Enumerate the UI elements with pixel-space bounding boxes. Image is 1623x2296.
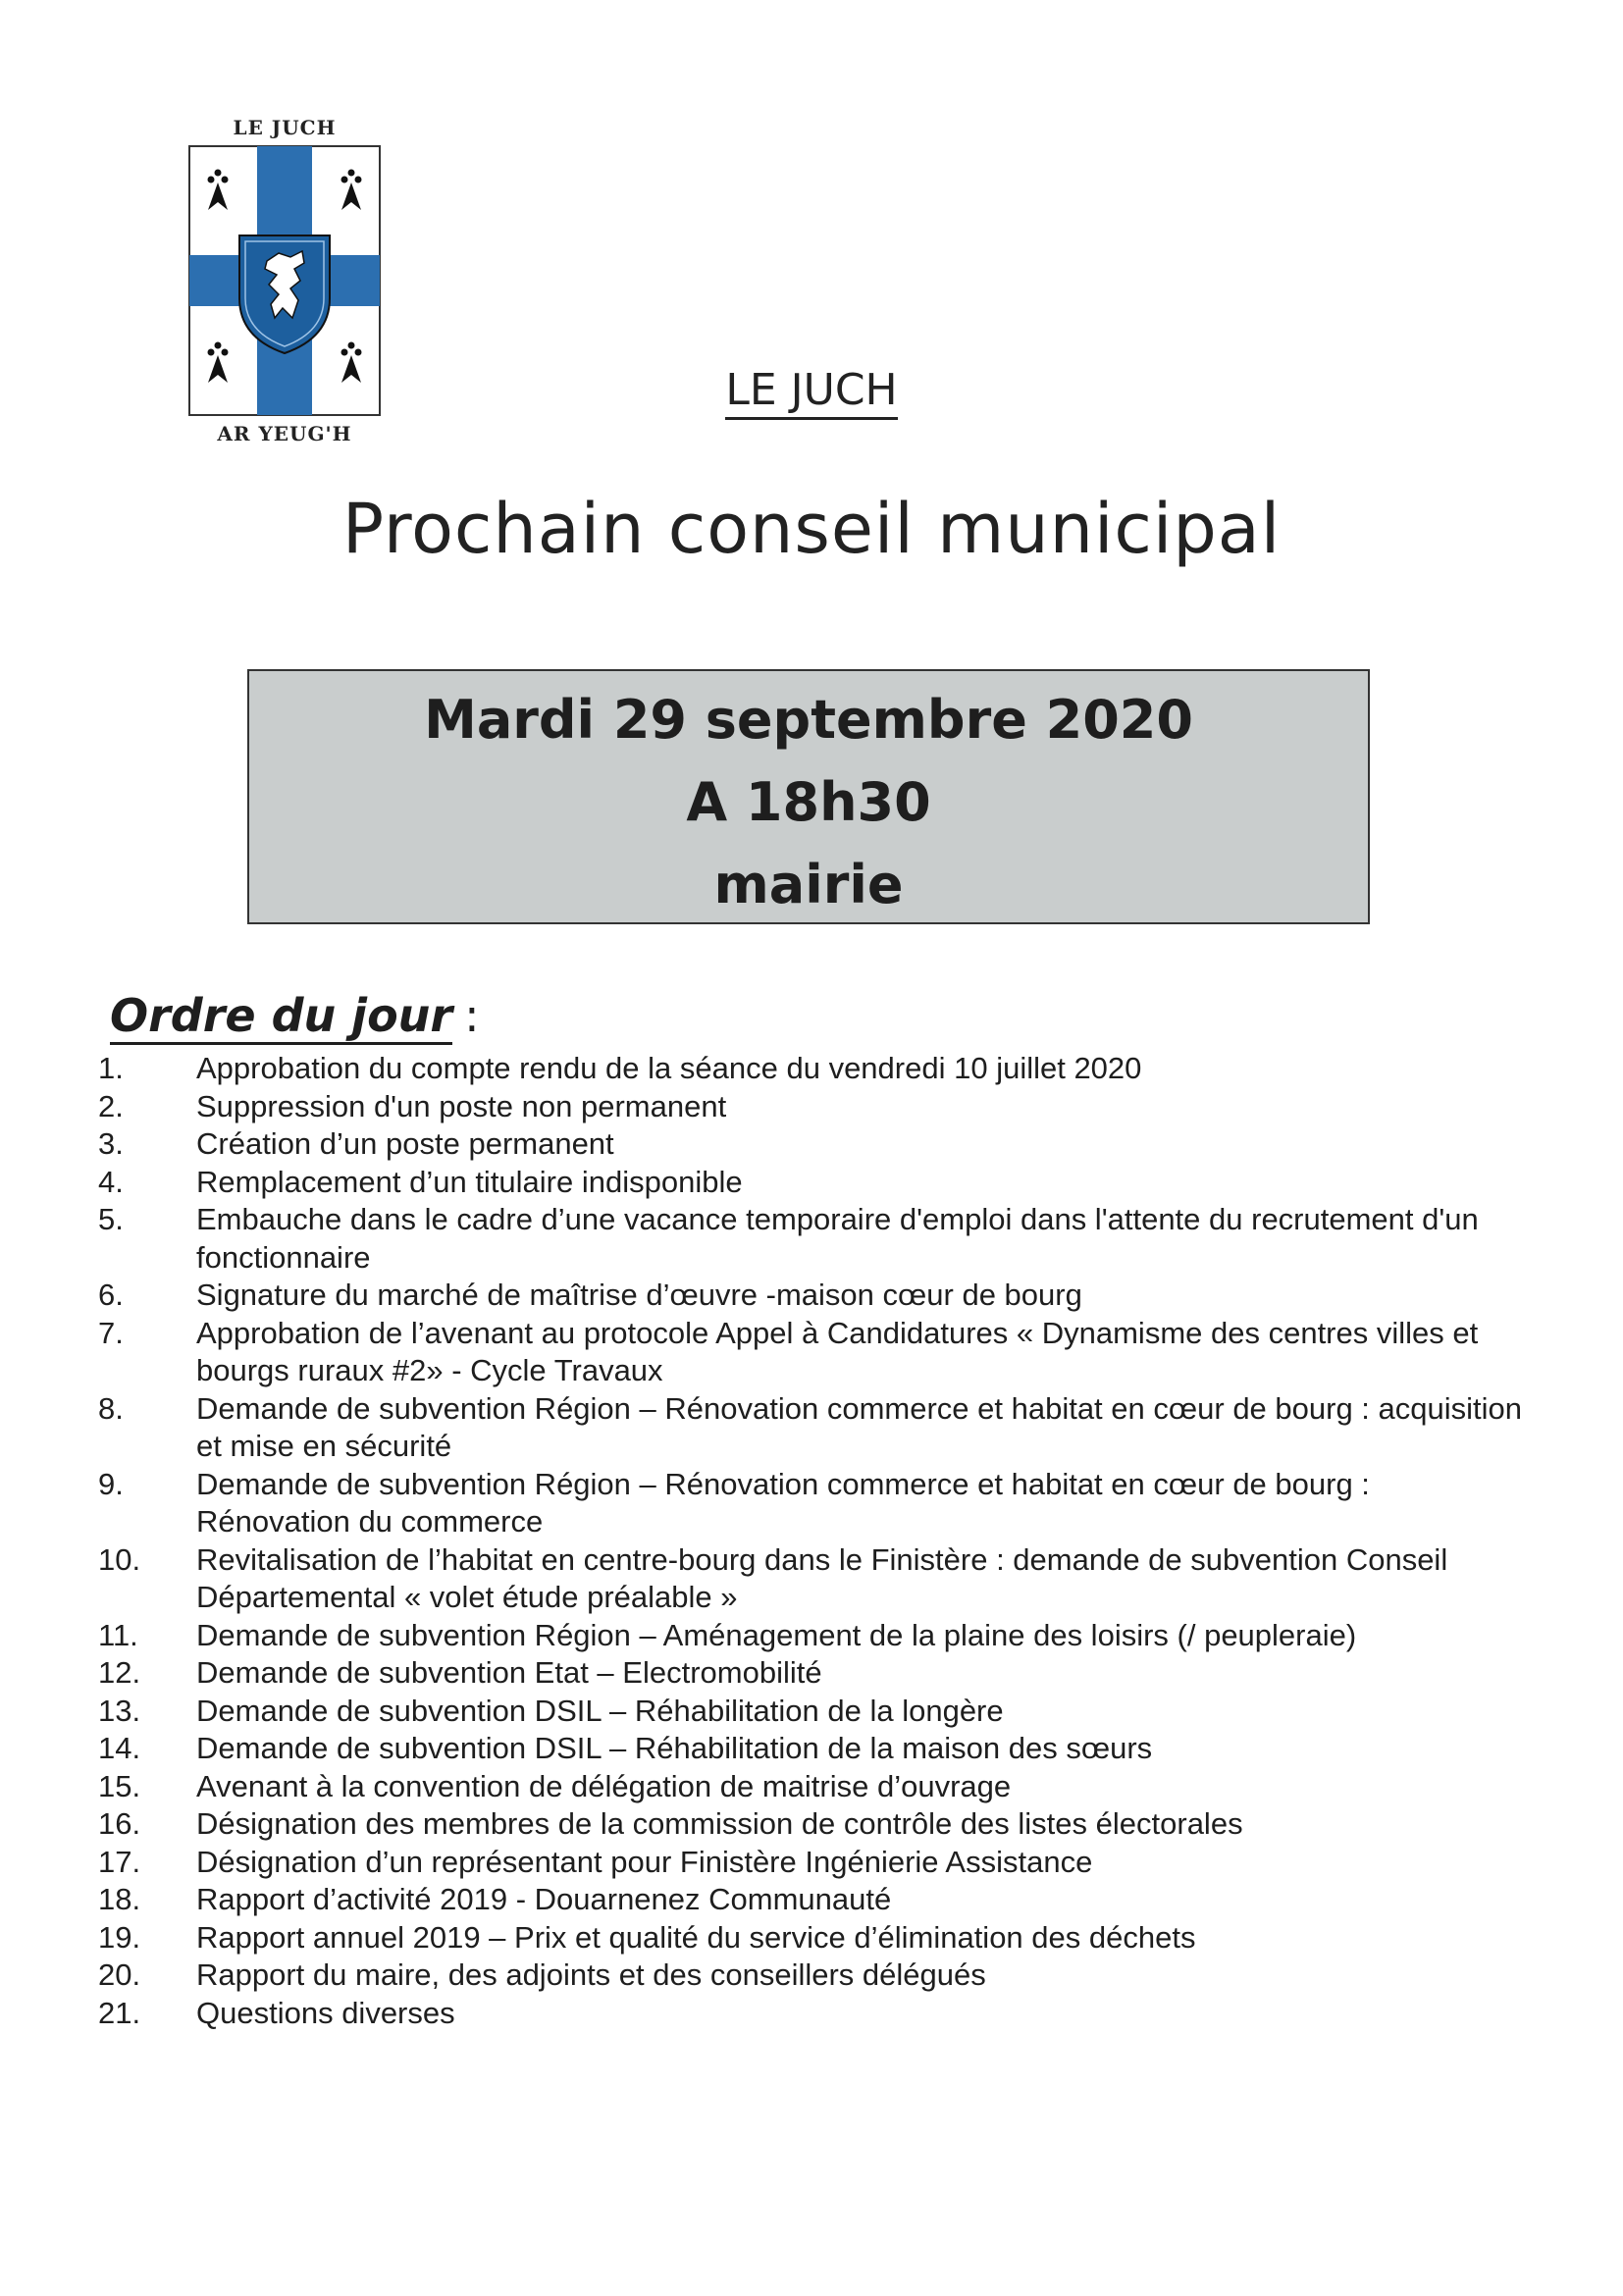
agenda-heading-text: Ordre du jour [110,989,452,1045]
list-item [98,1768,1531,1806]
agenda-heading [110,989,480,1042]
item-number: 8. [98,1390,124,1426]
item-text: Demande de subvention DSIL – Réhabilitation de la longère [196,1693,1004,1728]
agenda-list [98,1050,1531,2032]
item-number: 9. [98,1466,124,1501]
item-text: Embauche dans le cadre d’une vacance temporaire d'emploi dans l'attente du recrutement d'un fonctionnaire [196,1202,1479,1275]
item-text: Demande de subvention Etat – Electromobilité [196,1655,822,1690]
item-number: 4. [98,1164,124,1199]
item-text: Approbation du compte rendu de la séance du vendredi 10 juillet 2020 [196,1051,1142,1085]
item-number: 18. [98,1882,141,1916]
item-number: 2. [98,1088,124,1123]
list-item [98,1315,1531,1390]
item-text: Désignation d’un représentant pour Finistère Ingénierie Assistance [196,1844,1093,1879]
item-number: 13. [98,1693,141,1728]
item-text: Création d’un poste permanent [196,1126,614,1161]
item-text: Rapport annuel 2019 – Prix et qualité du service d’élimination des déchets [196,1919,1196,1955]
list-item [98,1390,1531,1466]
list-item [98,1466,1531,1541]
logo-top-text: LE JUCH [233,116,337,139]
item-text: Approbation de l’avenant au protocole Appel à Candidatures « Dynamisme des centres villes et bourgs ruraux #2» - Cycle Travaux [196,1315,1479,1387]
item-number: 7. [98,1315,124,1350]
town-name-text: LE JUCH [725,365,897,420]
item-text: Rapport du maire, des adjoints et des conseillers délégués [196,1957,986,1992]
list-item [98,1541,1531,1617]
item-number: 11. [98,1617,138,1652]
list-item [98,1654,1531,1693]
meeting-time: A 18h30 [686,771,931,833]
agenda-heading-colon: : [464,989,480,1042]
item-text: Revitalisation de l’habitat en centre-bourg dans le Finistère : demande de subvention Conseil Départemental « volet étude préalable » [196,1541,1448,1614]
item-number: 6. [98,1278,124,1312]
item-number: 12. [98,1655,141,1690]
list-item [98,1617,1531,1655]
page-title: Prochain conseil municipal [341,489,1282,569]
list-item [98,1844,1531,1882]
item-text: Demande de subvention Région – Rénovation commerce et habitat en cœur de bourg : acquisition et mise en sécurité [196,1390,1523,1463]
list-item [98,1088,1531,1126]
item-text: Demande de subvention Région – Rénovation commerce et habitat en cœur de bourg : Rénovation du commerce [196,1466,1370,1539]
item-number: 16. [98,1806,141,1841]
list-item [98,1995,1531,2033]
item-text: Suppression d'un poste non permanent [196,1088,727,1123]
list-item [98,1881,1531,1919]
list-item [98,1919,1531,1957]
item-text: Demande de subvention DSIL – Réhabilitation de la maison des sœurs [196,1731,1153,1765]
item-number: 14. [98,1731,141,1765]
item-number: 15. [98,1768,141,1803]
item-text: Questions diverses [196,1995,455,2030]
meeting-info-box [247,669,1370,924]
item-number: 21. [98,1995,141,2030]
list-item [98,1050,1531,1088]
item-text: Signature du marché de maîtrise d’œuvre -maison cœur de bourg [196,1278,1082,1312]
logo-bottom-text: AR YEUG'H [217,422,352,445]
item-text: Demande de subvention Région – Aménagement de la plaine des loisirs (/ peupleraie) [196,1617,1357,1652]
list-item [98,1957,1531,1995]
list-item [98,1805,1531,1844]
list-item [98,1277,1531,1315]
item-number: 19. [98,1919,141,1955]
list-item [98,1693,1531,1731]
item-text: Rapport d’activité 2019 - Douarnenez Communauté [196,1882,892,1916]
list-item [98,1201,1531,1277]
item-number: 17. [98,1844,141,1879]
item-text: Avenant à la convention de délégation de maitrise d’ouvrage [196,1768,1012,1803]
item-number: 3. [98,1126,124,1161]
meeting-date: Mardi 29 septembre 2020 [424,689,1193,751]
item-text: Désignation des membres de la commission de contrôle des listes électorales [196,1806,1243,1841]
item-number: 10. [98,1541,141,1577]
town-name [0,365,1623,415]
list-item [98,1125,1531,1164]
item-number: 5. [98,1202,124,1236]
item-text: Remplacement d’un titulaire indisponible [196,1164,743,1199]
list-item [98,1730,1531,1768]
item-number: 1. [98,1051,124,1085]
list-item [98,1164,1531,1202]
item-number: 20. [98,1957,141,1992]
meeting-place: mairie [713,854,904,915]
